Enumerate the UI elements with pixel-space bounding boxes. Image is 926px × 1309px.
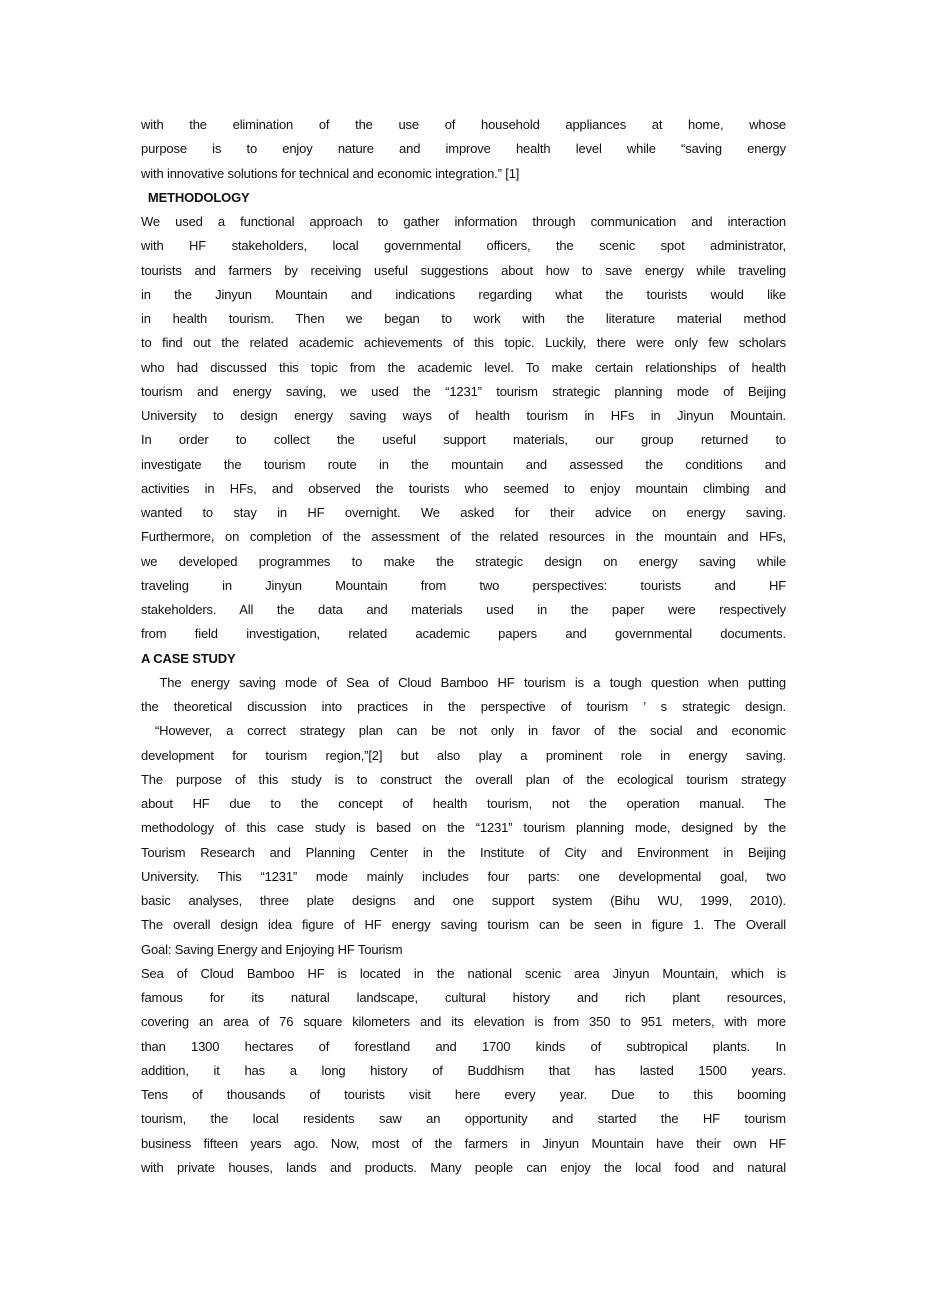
text-line: purpose is to enjoy nature and improve health level while “saving energy [141, 141, 786, 157]
text-line: famous for its natural landscape, cultural history and rich plant resources, [141, 990, 786, 1005]
text-line: basic analyses, three plate designs and one support system (Bihu WU, 1999, 2010). [141, 893, 786, 908]
text-line: The energy saving mode of Sea of Cloud Bamboo HF tourism is a tough question when putting [141, 674, 786, 690]
text-line: with the elimination of the use of household appliances at home, whose [141, 117, 786, 132]
text-line: in health tourism. Then we began to work with the literature material method [141, 311, 786, 326]
text-line: development for tourism region,”[2] but also play a prominent role in energy saving. [141, 747, 786, 763]
text-line: we developed programmes to make the strategic design on energy saving while [141, 553, 786, 569]
text-line: wanted to stay in HF overnight. We asked for their advice on energy saving. [141, 505, 786, 520]
text-line: The purpose of this study is to construct the overall plan of the ecological tourism strategy [141, 771, 786, 787]
text-line: Furthermore, on completion of the assessment of the related resources in the mountain and HFs, [141, 529, 786, 545]
text-line: tourism, the local residents saw an opportunity and started the HF tourism [141, 1111, 786, 1127]
text-line: with HF stakeholders, local governmental officers, the scenic spot administrator, [141, 238, 786, 254]
text-line: traveling in Jinyun Mountain from two perspectives: tourists and HF [141, 577, 786, 593]
document-page [141, 113, 786, 1180]
text-line: methodology of this case study is based on the “1231” tourism planning mode, designed by the [141, 820, 786, 836]
text-line: investigate the tourism route in the mountain and assessed the conditions and [141, 456, 786, 472]
section-heading: METHODOLOGY [141, 189, 250, 205]
text-line: who had discussed this topic from the academic level. To make certain relationships of health [141, 359, 786, 375]
text-line: We used a functional approach to gather information through communication and interaction [141, 214, 786, 229]
text-line: activities in HFs, and observed the tourists who seemed to enjoy mountain climbing and [141, 480, 786, 496]
text-line: University to design energy saving ways of health tourism in HFs in Jinyun Mountain. [141, 408, 786, 423]
text-line: about HF due to the concept of health tourism, not the operation manual. The [141, 796, 786, 811]
text-line: with innovative solutions for technical and economic integration.” [1] [141, 165, 520, 181]
text-line: to find out the related academic achievements of this topic. Luckily, there were only few scholars [141, 335, 786, 351]
text-line: the theoretical discussion into practices in the perspective of tourism ’ s strategic design. [141, 699, 786, 714]
text-line: addition, it has a long history of Buddhism that has lasted 1500 years. [141, 1062, 786, 1078]
text-line: Tourism Research and Planning Center in the Institute of City and Environment in Beijing [141, 844, 786, 860]
text-line: tourists and farmers by receiving useful suggestions about how to save energy while traveling [141, 262, 786, 278]
text-line: with private houses, lands and products. Many people can enjoy the local food and natural [141, 1159, 786, 1175]
text-line: Goal: Saving Energy and Enjoying HF Tourism [141, 941, 403, 957]
text-line: stakeholders. All the data and materials used in the paper were respectively [141, 602, 786, 617]
text-line: Tens of thousands of tourists visit here every year. Due to this booming [141, 1087, 786, 1102]
text-line: In order to collect the useful support materials, our group returned to [141, 432, 786, 448]
text-line: The overall design idea figure of HF energy saving tourism can be seen in figure 1. The Overall [141, 917, 786, 933]
text-line: in the Jinyun Mountain and indications regarding what the tourists would like [141, 286, 786, 302]
text-line: covering an area of 76 square kilometers and its elevation is from 350 to 951 meters, with more [141, 1014, 786, 1030]
text-line: “However, a correct strategy plan can be not only in favor of the social and economic [141, 723, 786, 739]
text-line: University. This “1231” mode mainly includes four parts: one developmental goal, two [141, 868, 786, 884]
text-line: Sea of Cloud Bamboo HF is located in the national scenic area Jinyun Mountain, which is [141, 965, 786, 981]
text-line: than 1300 hectares of forestland and 1700 kinds of subtropical plants. In [141, 1038, 786, 1054]
text-line: tourism and energy saving, we used the “1231” tourism strategic planning mode of Beijing [141, 383, 786, 399]
section-heading: A CASE STUDY [141, 650, 236, 666]
text-line: from field investigation, related academic papers and governmental documents. [141, 626, 786, 642]
text-line: business fifteen years ago. Now, most of the farmers in Jinyun Mountain have their own HF [141, 1135, 786, 1151]
